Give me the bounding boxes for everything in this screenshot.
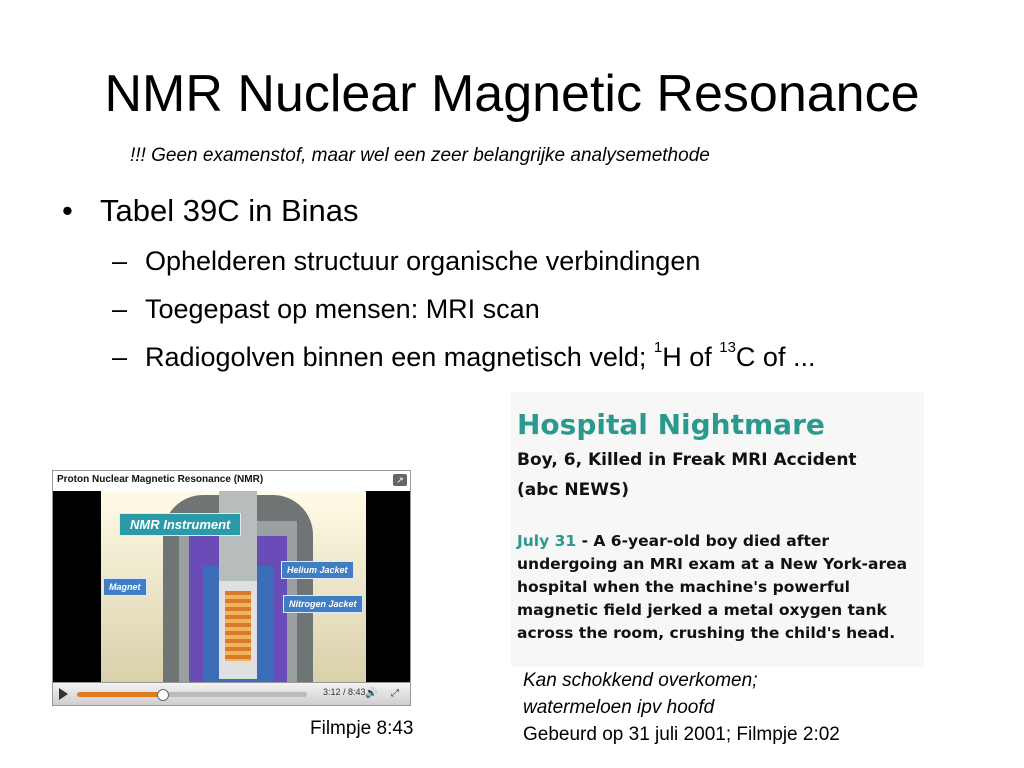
dash-marker: – — [112, 246, 128, 276]
bullet-marker: • — [62, 193, 73, 228]
label-helium-jacket: Helium Jacket — [281, 561, 354, 579]
sub-bullet-radio — [112, 339, 816, 373]
video-caption: Filmpje 8:43 — [310, 718, 414, 739]
letterbox-left — [53, 491, 101, 685]
label-nitrogen-jacket: Nitrogen Jacket — [283, 595, 363, 613]
sub-bullet-mri — [112, 294, 540, 325]
dash-marker: – — [112, 342, 128, 372]
video-title: Proton Nuclear Magnetic Resonance (NMR) — [53, 471, 410, 491]
label-magnet: Magnet — [103, 578, 147, 596]
sub-bullet-text: Ophelderen structuur organische verbindingen — [145, 246, 701, 276]
sub-bullet-text-pre: Radiogolven binnen een magnetisch veld; — [145, 342, 654, 372]
sub-bullet-structure — [112, 246, 700, 277]
sub-bullet-text: Toegepast op mensen: MRI scan — [145, 294, 540, 324]
sub-bullet-text-post: C of ... — [735, 342, 816, 372]
bullet-binas — [62, 193, 359, 229]
nmr-instrument-illustration — [101, 491, 366, 685]
dash-marker: – — [112, 294, 128, 324]
news-caption-line1: Kan schokkend overkomen; — [523, 670, 758, 691]
magnet-coil — [225, 591, 251, 661]
news-subheadline: Boy, 6, Killed in Freak MRI Accident — [517, 450, 857, 470]
seek-handle[interactable] — [157, 689, 169, 701]
volume-icon[interactable]: 🔊 — [365, 688, 378, 699]
superscript-13: 13 — [719, 339, 736, 356]
news-body-text: - A 6-year-old boy died after undergoing an MRI exam at a New York-area hospital when the machine's powerful magnetic field jerked a metal oxygen tank across the room, crushing the child's head. — [517, 532, 908, 642]
video-seek-bar[interactable] — [77, 692, 307, 697]
sub-bullet-text-mid: H of — [662, 342, 720, 372]
video-controls — [53, 682, 410, 705]
fullscreen-icon[interactable]: ⤢ — [391, 688, 399, 699]
news-caption-line3: Gebeurd op 31 juli 2001; Filmpje 2:02 — [523, 724, 840, 745]
video-progress — [77, 692, 162, 697]
news-source: (abc NEWS) — [517, 480, 630, 500]
exam-note: !!! Geen examenstof, maar wel een zeer belangrijke analysemethode — [130, 145, 710, 166]
news-body — [517, 530, 922, 645]
slide-title: NMR Nuclear Magnetic Resonance — [104, 65, 920, 123]
expand-icon[interactable]: ↗ — [393, 474, 407, 486]
label-nmr-instrument: NMR Instrument — [119, 513, 241, 536]
nmr-video-player[interactable] — [52, 470, 411, 706]
news-clipping — [511, 392, 924, 667]
news-caption — [523, 667, 840, 748]
instrument-top-column — [219, 491, 257, 581]
news-caption-line2: watermeloen ipv hoofd — [523, 697, 715, 718]
play-icon[interactable] — [59, 688, 68, 700]
news-date: July 31 — [517, 532, 577, 550]
letterbox-right — [366, 491, 411, 685]
bullet-text: Tabel 39C in Binas — [100, 193, 359, 228]
superscript-1: 1 — [653, 339, 663, 356]
video-time: 3:12 / 8:43 — [323, 687, 366, 697]
news-headline: Hospital Nightmare — [517, 408, 825, 441]
